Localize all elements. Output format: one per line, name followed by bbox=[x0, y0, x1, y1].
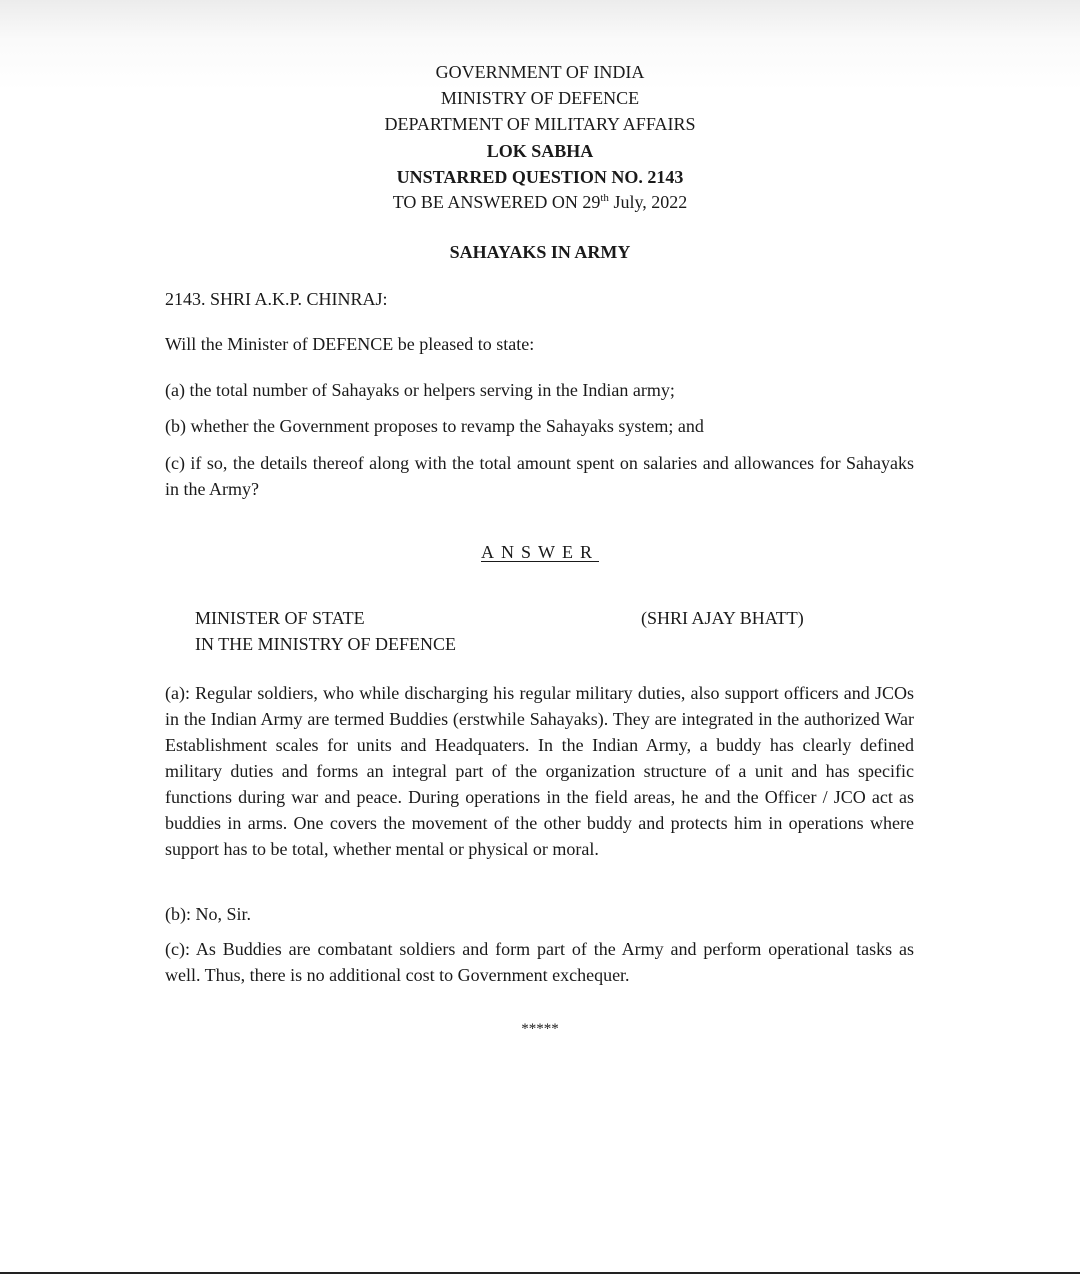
question-c: (c) if so, the details thereof along with the total amount spent on salaries and allowances for Sahayaks in the Army? bbox=[165, 453, 914, 499]
header-question-number: UNSTARRED QUESTION NO. 2143 bbox=[396, 167, 684, 187]
answer-a: (a): Regular soldiers, who while discharging his regular military duties, also support officers and JCOs in the Indian Army are termed Buddies (erstwhile Sahayaks). They are integrated in the authorized War Establishment scales for units and Headquaters. In the Indian Army, a buddy has clearly defined military duties and forms an integral part of the organization structure of a unit and has specific functions during war and peace. During operations in the field areas, he and the Officer / JCO act as buddies in arms. One covers the movement of the other buddy and protects him in operations where support has to be total, whether mental or physical or moral. bbox=[165, 683, 914, 859]
questioner-name: 2143. SHRI A.K.P. CHINRAJ: bbox=[165, 289, 388, 309]
minister-title-line2: IN THE MINISTRY OF DEFENCE bbox=[195, 634, 457, 654]
question-b: (b) whether the Government proposes to revamp the Sahayaks system; and bbox=[165, 416, 704, 436]
minister-title-line1: MINISTER OF STATE bbox=[195, 608, 365, 628]
question-a: (a) the total number of Sahayaks or helpers serving in the Indian army; bbox=[165, 380, 675, 400]
end-mark: ***** bbox=[521, 1021, 559, 1037]
header-government: GOVERNMENT OF INDIA bbox=[435, 62, 645, 82]
header-department: DEPARTMENT OF MILITARY AFFAIRS bbox=[384, 114, 696, 134]
answer-heading: ANSWER bbox=[481, 542, 599, 562]
header-ministry: MINISTRY OF DEFENCE bbox=[440, 88, 640, 108]
header-house: LOK SABHA bbox=[486, 141, 594, 161]
minister-name: (SHRI AJAY BHATT) bbox=[641, 608, 804, 628]
header-answer-date: TO BE ANSWERED ON 29th July, 2022 bbox=[392, 192, 688, 212]
answer-c: (c): As Buddies are combatant soldiers and form part of the Army and perform operational tasks as well. Thus, there is no additional cost to Government exchequer. bbox=[165, 939, 914, 985]
bottom-edge-line bbox=[0, 1272, 1080, 1274]
question-intro: Will the Minister of DEFENCE be pleased to state: bbox=[165, 334, 535, 354]
subject-heading: SAHAYAKS IN ARMY bbox=[449, 242, 631, 262]
answer-b: (b): No, Sir. bbox=[165, 904, 252, 924]
